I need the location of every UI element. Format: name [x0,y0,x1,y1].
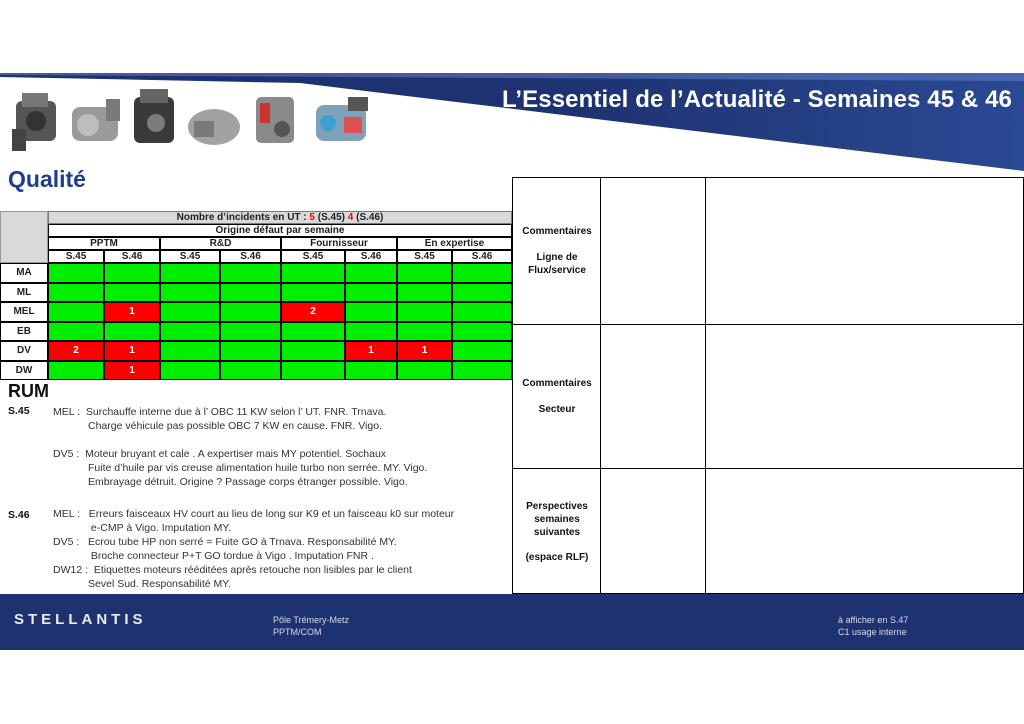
perspectives-sub: (espace RLF) [525,552,589,563]
rum-s45-mel: MEL : Surchauffe interne due à l’ OBC 11 KW selon l’ UT. FNR. Trnava. Charge véhicule pas possible OBC 7 KW en cause. FNR. Vigo. [53,406,387,432]
week-header: S.45 [160,250,220,263]
incident-cell [281,322,345,342]
table-corner [0,211,48,263]
comments-flux-sub: Ligne de Flux/service [528,252,586,276]
incident-cell [160,361,220,381]
comments-sector-title: Commentaires [522,378,592,389]
origin-subheader: Origine défaut par semaine [48,224,512,237]
incident-cell [220,322,281,342]
incident-cell [220,283,281,303]
page-title: L’Essentiel de l’Actualité - Semaines 45 & 46 [501,86,1012,113]
engine-image [66,95,128,155]
footer-info [838,614,908,638]
engine-image [308,91,380,155]
incident-cell [48,283,104,303]
week-header: S.45 [48,250,104,263]
engine-image [248,89,304,155]
incident-cell [104,322,160,342]
row-label: MEL [0,302,48,322]
incident-cell [160,302,220,322]
perspectives-title: Perspectives semaines suivantes [526,501,588,538]
incident-cell [220,361,281,381]
comments-flux-title: Commentaires [522,226,592,237]
week-label-s46: S.46 [8,509,30,521]
engine-image [8,89,68,157]
caption-s45-count: 5 [309,212,315,223]
incident-cell: 1 [397,341,452,361]
incident-cell [397,302,452,322]
week-header: S.46 [104,250,160,263]
incident-cell: 2 [281,302,345,322]
rum-title: RUM [8,381,49,401]
engine-images [8,87,378,157]
caption-prefix: Nombre d’incidents en UT : [176,212,307,223]
footer-site [273,614,349,638]
engine-image [184,97,246,153]
footer-site-line1: Pôle Trémery-Metz [273,615,350,625]
incident-cell [160,322,220,342]
row-label: DV [0,341,48,361]
incident-cell [48,361,104,381]
row-label: ML [0,283,48,303]
incident-cell [104,263,160,283]
week-header: S.46 [220,250,281,263]
incident-cell [281,341,345,361]
incident-cell [452,361,512,381]
group-header: En expertise [397,237,512,250]
incident-cell [160,283,220,303]
rum-s46: MEL : Erreurs faisceaux HV court au lieu de long sur K9 et un faisceau k0 sur moteur e-CMP à Vigo. Imputation MY. DV5 : Ecrou tube HP non serré = Fuite GO à Trnava. Responsabilité MY. Broche connecteur P+T GO tordue à Vigo . Imputation FNR . DW12 : Etiquettes moteurs rééditées après retouche non lisibles par le client Sevel Sud. Responsabilité MY. [53,508,455,590]
incident-cell [452,302,512,322]
incident-cell [281,283,345,303]
incident-cell [48,302,104,322]
incident-cell: 2 [48,341,104,361]
incident-cell [345,283,397,303]
incident-cell [160,341,220,361]
group-header: R&D [160,237,281,250]
row-label: DW [0,361,48,381]
incident-cell [160,263,220,283]
incident-cell [220,263,281,283]
incident-cell [397,361,452,381]
incident-cell [48,322,104,342]
incident-cell: 1 [104,341,160,361]
incident-cell [48,263,104,283]
incident-cell [345,263,397,283]
incident-cell [345,361,397,381]
incident-cell [397,283,452,303]
week-header: S.46 [452,250,512,263]
row-label: MA [0,263,48,283]
footer [0,594,1024,650]
row-label: EB [0,322,48,342]
caption-s46-count: 4 [347,212,354,223]
incident-cell [345,302,397,322]
incident-cell [220,341,281,361]
incident-cell [281,361,345,381]
week-header: S.45 [397,250,452,263]
incident-cell [452,341,512,361]
incident-cell [452,263,512,283]
week-header: S.46 [345,250,397,263]
incident-cell: 1 [345,341,397,361]
incident-cell [104,283,160,303]
week-header: S.45 [281,250,345,263]
caption-s46-label: (S.46) [356,212,384,223]
incidents-table [0,211,512,381]
incident-cell [397,263,452,283]
caption-s45-label: (S.45) [317,212,345,223]
stellantis-logo: STELLANTIS [14,611,147,628]
incident-cell [345,322,397,342]
incident-cell [452,283,512,303]
footer-info-line2: C1 usage interne [838,627,907,637]
incident-cell [220,302,281,322]
incident-cell [281,263,345,283]
comments-sector-sub: Secteur [538,404,576,415]
comments-grid [512,177,1024,594]
group-header: Fournisseur [281,237,397,250]
section-title-quality: Qualité [8,166,86,192]
incident-cell [452,322,512,342]
incident-cell: 1 [104,302,160,322]
incident-cell: 1 [104,361,160,381]
group-header: PPTM [48,237,160,250]
footer-site-line2: PPTM/COM [273,627,322,637]
incidents-caption [48,211,512,224]
week-label-s45: S.45 [8,405,30,417]
incident-cell [397,322,452,342]
footer-info-line1: à afficher en S.47 [838,615,909,625]
rum-s45-dv5: DV5 : Moteur bruyant et cale . A expertiser mais MY potentiel. Sochaux Fuite d’huile par vis creuse alimentation huile turbo non serrée. MY. Vigo. Embrayage détruit. Origine ? Passage corps étranger possible. Vigo. [53,448,428,488]
engine-image [126,87,186,157]
